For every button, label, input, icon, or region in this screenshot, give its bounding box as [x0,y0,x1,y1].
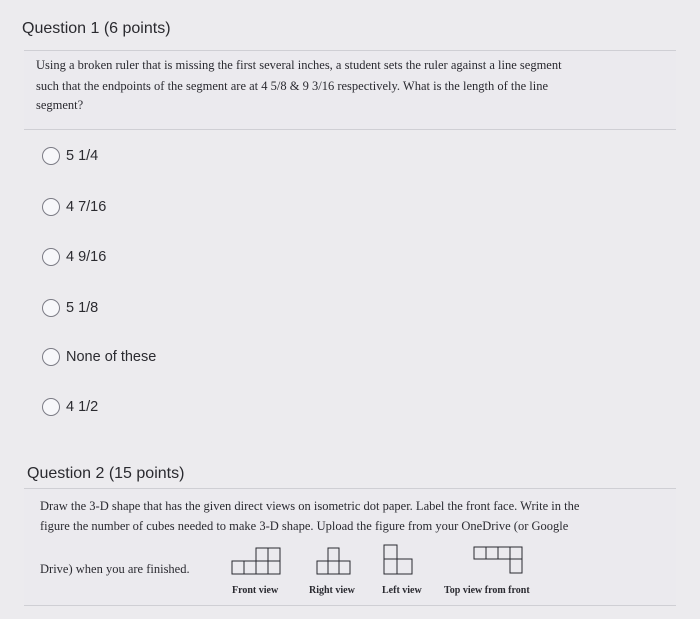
option-label: 5 1/4 [66,148,99,164]
answer-option-5[interactable] [42,348,156,366]
question-1-text-line-2: such that the endpoints of the segment are at 4 5/8 & 9 3/16 respectively. What is the length of the line [36,79,549,93]
question-2-title: Question 2 (15 points) [27,465,185,482]
front-view-figure [230,540,282,578]
question-1-title: Question 1 (6 points) [22,20,171,37]
radio-button[interactable] [42,348,60,366]
question-2-text-line-3: Drive) when you are finished. [40,562,190,576]
radio-button[interactable] [42,248,60,266]
question-2-text-line-1: Draw the 3-D shape that has the given direct views on isometric dot paper. Label the front face. Write in the [40,499,580,513]
option-label: 4 7/16 [66,199,107,215]
top-view-figure [470,543,526,579]
question-1-text-line-3: segment? [36,98,84,112]
front-view-label: Front view [232,585,279,596]
left-view-label: Left view [382,585,422,596]
option-label: 4 9/16 [66,249,107,265]
left-view-figure [380,540,418,578]
top-view-label: Top view from front [444,585,530,596]
answer-option-1[interactable] [42,147,98,165]
right-view-figure [315,540,353,578]
question-1-text-line-1: Using a broken ruler that is missing the first several inches, a student sets the ruler against a line segment [36,58,562,72]
radio-button[interactable] [42,198,60,216]
answer-option-2[interactable] [42,198,106,216]
option-label: 5 1/8 [66,300,99,316]
answer-option-3[interactable] [42,248,106,266]
answer-option-4[interactable] [42,299,98,317]
option-label: 4 1/2 [66,399,99,415]
question-2-text-line-2: figure the number of cubes needed to make 3-D shape. Upload the figure from your OneDrive (or Google [40,519,569,533]
answer-option-6[interactable] [42,398,98,416]
right-view-label: Right view [309,585,355,596]
radio-button[interactable] [42,299,60,317]
option-label: None of these [66,349,157,365]
radio-button[interactable] [42,398,60,416]
radio-button[interactable] [42,147,60,165]
